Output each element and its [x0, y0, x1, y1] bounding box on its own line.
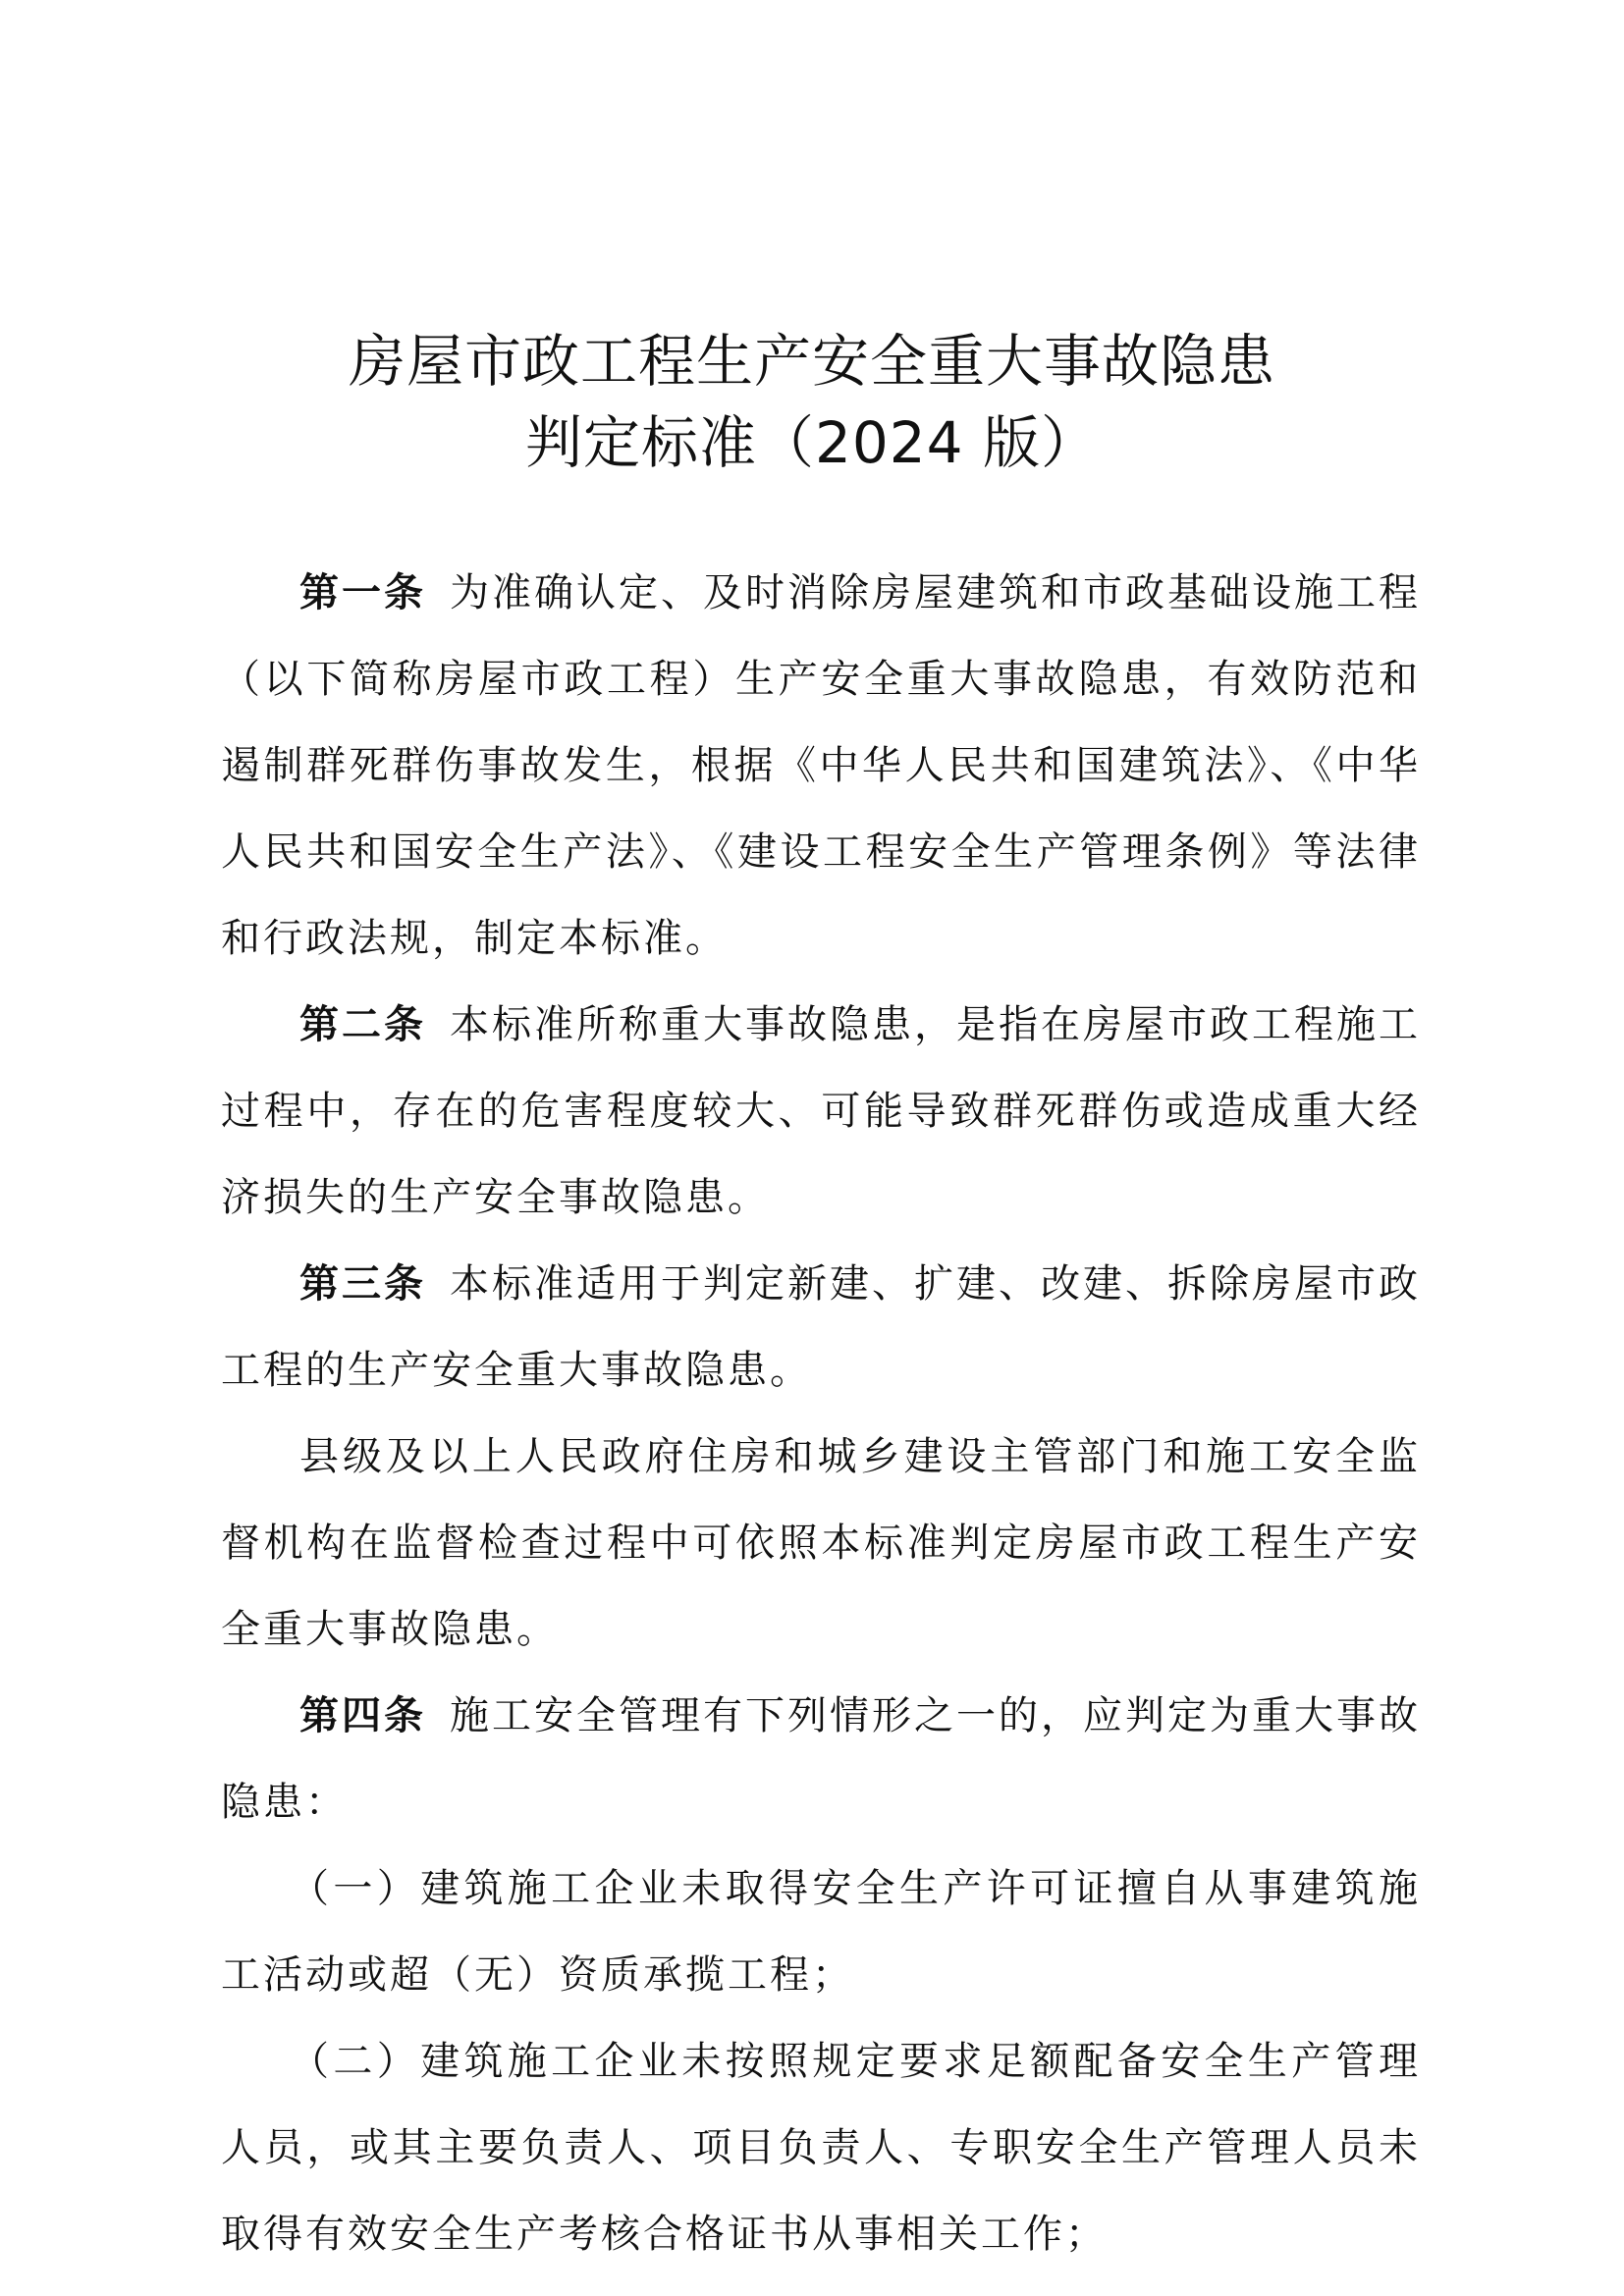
article-label: 第一条 [299, 570, 426, 615]
article-2 [221, 982, 1421, 1241]
document-body [221, 550, 1421, 2277]
paragraph-text: 县级及以上人民政府住房和城乡建设主管部门和施工安全监督机构在监督检查过程中可依照本标准判定房屋市政工程生产安全重大事故隐患。 [221, 1434, 1421, 1652]
article-4-item-2 [221, 2018, 1421, 2277]
article-label: 第二条 [299, 1002, 426, 1047]
article-3 [221, 1241, 1421, 1414]
document-title-line2: 判定标准（2024 版） [524, 409, 1100, 476]
article-label: 第三条 [299, 1261, 426, 1307]
article-3-paragraph-2 [221, 1414, 1421, 1673]
list-item-text: （二）建筑施工企业未按照规定要求足额配备安全生产管理人员，或其主要负责人、项目负责人、专职安全生产管理人员未取得有效安全生产考核合格证书从事相关工作； [221, 2039, 1421, 2257]
article-1 [221, 550, 1421, 982]
article-4-item-1 [221, 1845, 1421, 2018]
article-label: 第四条 [299, 1693, 426, 1738]
article-text: 施工安全管理有下列情形之一的，应判定为重大事故隐患： [221, 1693, 1421, 1825]
document-title-line1: 房屋市政工程生产安全重大事故隐患 [348, 328, 1275, 395]
list-item-text: （一）建筑施工企业未取得安全生产许可证擅自从事建筑施工活动或超（无）资质承揽工程； [221, 1866, 1421, 1998]
article-text: 为准确认定、及时消除房屋建筑和市政基础设施工程（以下简称房屋市政工程）生产安全重大事故隐患，有效防范和遏制群死群伤事故发生，根据《中华人民共和国建筑法》、《中华人民共和国安全生产法》、《建设工程安全生产管理条例》等法律和行政法规，制定本标准。 [221, 570, 1421, 961]
article-text: 本标准所称重大事故隐患，是指在房屋市政工程施工过程中，存在的危害程度较大、可能导致群死群伤或造成重大经济损失的生产安全事故隐患。 [221, 1002, 1421, 1220]
article-text: 本标准适用于判定新建、扩建、改建、拆除房屋市政工程的生产安全重大事故隐患。 [221, 1261, 1421, 1393]
article-4 [221, 1673, 1421, 1845]
